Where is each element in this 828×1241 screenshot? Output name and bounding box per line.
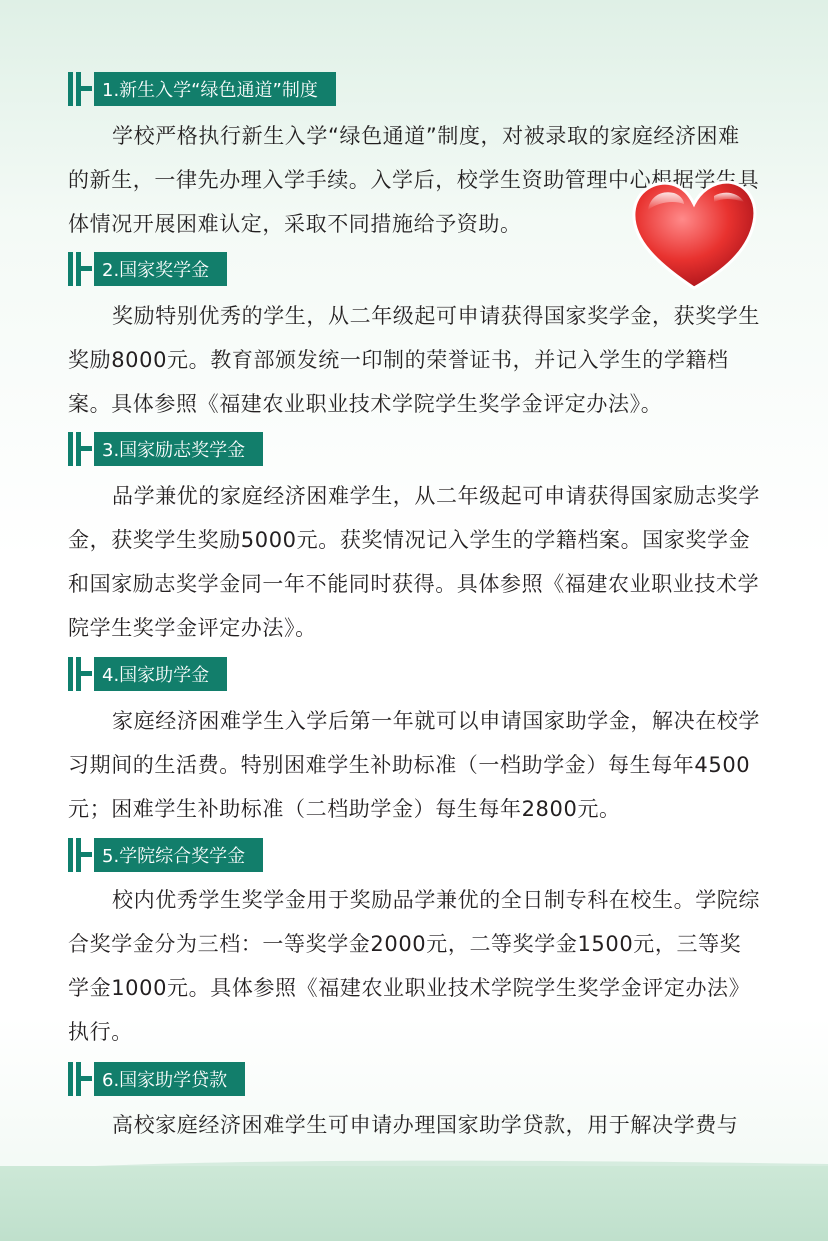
- section-body-2: 奖励特别优秀的学生，从二年级起可申请获得国家奖学金，获奖学生奖励8000元。教育部颁发统一印制的荣誉证书，并记入学生的学籍档案。具体参照《福建农业职业技术学院学生奖学金评定办法》。: [68, 304, 760, 416]
- section-title-1: 1.新生入学“绿色通道”制度: [94, 72, 336, 106]
- section-marker-icon: [68, 1062, 94, 1096]
- section-header-3: [68, 432, 263, 466]
- section-marker-icon: [68, 657, 94, 691]
- bottom-band: [0, 1166, 828, 1241]
- section-header-2: [68, 252, 227, 286]
- section-body-5: 校内优秀学生奖学金用于奖励品学兼优的全日制专科在校生。学院综合奖学金分为三档：一等奖学金2000元，二等奖学金1500元，三等奖学金1000元。具体参照《福建农业职业技术学院学生奖学金评定办法》执行。: [68, 888, 760, 1044]
- section-marker-icon: [68, 432, 94, 466]
- section-title-3: 3.国家励志奖学金: [94, 432, 263, 466]
- section-title-2: 2.国家奖学金: [94, 252, 227, 286]
- section-marker-icon: [68, 252, 94, 286]
- section-marker-icon: [68, 838, 94, 872]
- section-header-4: [68, 657, 227, 691]
- section-body-3: 品学兼优的家庭经济困难学生，从二年级起可申请获得国家励志奖学金，获奖学生奖励5000元。获奖情况记入学生的学籍档案。国家奖学金和国家励志奖学金同一年不能同时获得。具体参照《福建农业职业技术学院学生奖学金评定办法》。: [68, 484, 760, 640]
- section-title-4: 4.国家助学金: [94, 657, 227, 691]
- section-body-4: 家庭经济困难学生入学后第一年就可以申请国家助学金，解决在校学习期间的生活费。特别困难学生补助标准（一档助学金）每生每年4500元；困难学生补助标准（二档助学金）每生每年2800元。: [68, 709, 760, 821]
- section-marker-icon: [68, 72, 94, 106]
- section-body-1: 学校严格执行新生入学“绿色通道”制度，对被录取的家庭经济困难的新生，一律先办理入学手续。入学后，校学生资助管理中心根据学生具体情况开展困难认定，采取不同措施给予资助。: [68, 124, 760, 236]
- section-title-5: 5.学院综合奖学金: [94, 838, 263, 872]
- section-title-6: 6.国家助学贷款: [94, 1062, 245, 1096]
- section-body-6: 高校家庭经济困难学生可申请办理国家助学贷款，用于解决学费与: [112, 1113, 739, 1137]
- section-header-5: [68, 838, 263, 872]
- heart-icon: [628, 176, 760, 296]
- section-header-1: [68, 72, 336, 106]
- section-header-6: [68, 1062, 245, 1096]
